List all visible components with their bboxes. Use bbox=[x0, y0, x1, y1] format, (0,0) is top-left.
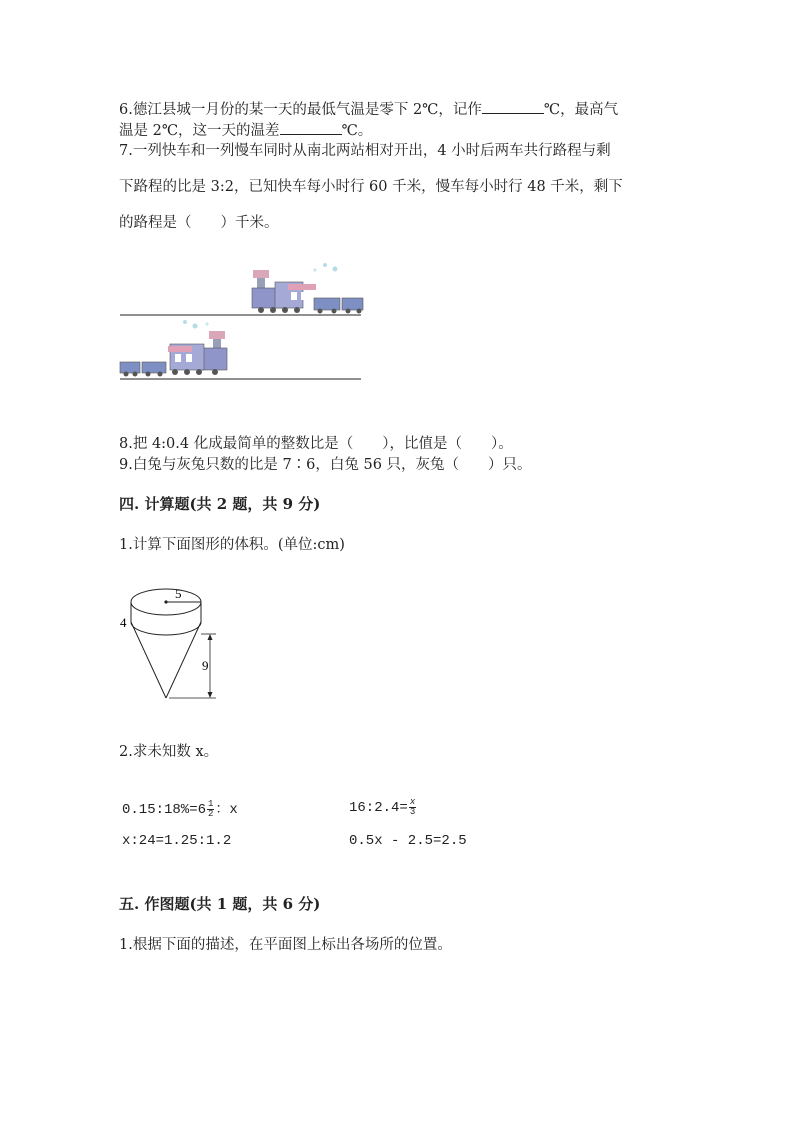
section-5-question-1: 1.根据下面的描述，在平面图上标出各场所的位置。 bbox=[119, 937, 452, 953]
question-8: 8.把 4:0.4 化成最简单的整数比是（ ），比值是（ ）。 bbox=[119, 436, 513, 452]
equation-1 bbox=[122, 798, 238, 819]
question-7-line-2: 下路程的比是 3:2，已知快车每小时行 60 千米，慢车每小时行 48 千米，剩下 bbox=[119, 179, 623, 195]
section-4-title: 四. 计算题(共 2 题，共 9 分) bbox=[119, 495, 321, 513]
eq1-suffix: ：x bbox=[215, 802, 238, 818]
q6-text-b: ℃，最高气 bbox=[543, 102, 619, 118]
q6-text-a: 6.德江县城一月份的某一天的最低气温是零下 2℃，记作 bbox=[119, 102, 482, 118]
fast-train-image bbox=[120, 263, 363, 315]
trains-illustration bbox=[115, 258, 365, 386]
slow-train-image bbox=[120, 320, 361, 379]
eq1-frac-numerator: 1 bbox=[208, 798, 214, 809]
q6-text-d: ℃。 bbox=[341, 123, 373, 139]
cone-height-label: 9 bbox=[202, 658, 209, 673]
question-7-line-3: 的路程是（ ）千米。 bbox=[119, 215, 279, 231]
radius-label: 5 bbox=[175, 586, 182, 601]
eq2-frac-numerator: x bbox=[409, 797, 416, 807]
section-4-question-1: 1.计算下面图形的体积。(单位:cm) bbox=[119, 537, 345, 553]
eq2-prefix: 16:2.4= bbox=[349, 800, 408, 817]
eq2-frac-denominator: 3 bbox=[409, 807, 416, 817]
eq1-frac-denominator: 2 bbox=[208, 808, 214, 819]
answer-blank-1[interactable] bbox=[482, 99, 544, 114]
q6-text-c: 温是 2℃，这一天的温差 bbox=[119, 123, 280, 139]
cylinder-height-label: 4 bbox=[120, 615, 127, 630]
question-6-line-2 bbox=[119, 119, 372, 140]
eq2-fraction bbox=[409, 798, 416, 817]
section-5-title: 五. 作图题(共 1 题，共 6 分) bbox=[119, 895, 321, 913]
equation-4: 0.5x - 2.5=2.5 bbox=[349, 833, 467, 849]
question-9: 9.白兔与灰兔只数的比是 7∶6，白兔 56 只，灰兔（ ）只。 bbox=[119, 457, 532, 473]
eq1-prefix: 0.15:18%=6 bbox=[122, 802, 207, 818]
cylinder-cone-figure bbox=[115, 580, 225, 705]
section-4-question-2: 2.求未知数 x。 bbox=[119, 744, 219, 760]
answer-blank-2[interactable] bbox=[280, 120, 342, 135]
question-7-line-1: 7.一列快车和一列慢车同时从南北两站相对开出，4 小时后两车共行路程与剩 bbox=[119, 143, 611, 159]
equation-2 bbox=[349, 798, 417, 817]
question-6-line-1 bbox=[119, 98, 618, 119]
eq1-fraction bbox=[207, 800, 214, 819]
equation-3: x:24=1.25:1.2 bbox=[122, 833, 232, 849]
